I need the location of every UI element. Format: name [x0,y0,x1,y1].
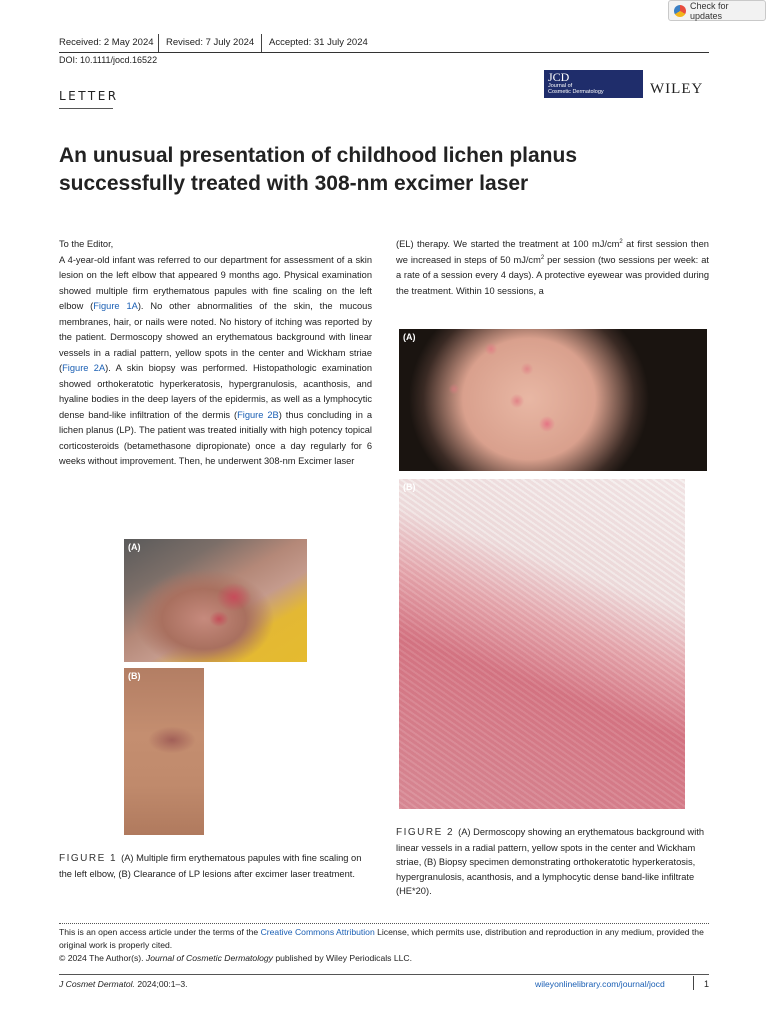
text-segment: at first session then we increased in steps of 50 mJ/cm [396,239,709,265]
figure-2a-dermoscopy[interactable] [399,329,707,471]
figure-2b-link[interactable]: Figure 2B [237,409,279,420]
body-paragraph [59,253,372,470]
creative-commons-link[interactable]: Creative Commons Attribution [260,927,375,937]
text-segment: License, which permits use, distribution and reproduction in any medium, provided the original work is properly cited. [59,927,704,950]
header-rule [59,52,709,53]
copyright [59,952,719,965]
body-text-left [59,237,372,470]
license-text [59,926,719,952]
text-segment: This is an open access article under the terms of the [59,927,261,937]
check-for-updates-label: Check for updates [690,0,729,21]
figure-2a-link[interactable]: Figure 2A [62,363,106,373]
history-divider [261,34,262,52]
salutation: To the Editor, [59,239,114,249]
article-type-underline [59,108,113,109]
panel-label: (B) [403,482,416,492]
text-segment: ) thus concluding in a lichen planus (LP). The patient was treated initially with high potency topical corticosteroids (betamethasone dipropionate) once a day regularly for 6 weeks without improvement. Then, he underwent 308-nm Excimer laser [59,409,372,466]
panel-label: (B) [128,671,141,681]
text-segment: A 4-year-old infant was referred to our department for assessment of a skin lesion on the left elbow that appeared 9 months ago. Physical examination showed multiple firm erythematous papules with fine scaling on the left elbow ( [59,254,372,311]
figure-1-caption-text: (A) Multiple firm erythematous papules with fine scaling on the left elbow, (B) Clearance of LP lesions after excimer laser treatment. [59,853,362,879]
figure-1-label: FIGURE 1 [59,853,118,864]
superscript: 2 [619,238,623,245]
journal-logo-abbrev: JCD [548,70,570,84]
revised-date: Revised: 7 July 2024 [166,37,255,48]
figure-1-caption [59,851,369,881]
text-segment: per session (two sessions per week: at a rate of a session every 4 days). A protective eyewear was provided during the treatment. Within 10 sessions, a [396,254,709,296]
footer-rule [59,974,709,975]
body-paragraph [396,237,709,299]
journal-logo-line2: Cosmetic Dermatology [548,89,604,95]
text-segment: (EL) therapy. We started the treatment at 100 mJ/cm [396,239,620,249]
history-divider [158,34,159,52]
panel-label: (A) [403,332,416,342]
page-divider [693,976,694,990]
journal-logo[interactable] [544,70,643,98]
doi: DOI: 10.1111/jocd.16522 [59,55,158,65]
publisher-logo[interactable]: WILEY [650,81,704,97]
accepted-date: Accepted: 31 July 2024 [269,37,368,48]
figure-1a-link[interactable]: Figure 1A [93,301,138,311]
citation-journal: J Cosmet Dermatol. [59,979,135,989]
citation [59,979,188,989]
figure-2b-histology[interactable] [399,479,685,809]
text-segment: ). A skin biopsy was performed. Histopathologic examination showed orthokeratotic hyperkeratosis, hypergranulosis, acanthosis, and hyaline bodies in the deep layers of the epidermis, as well as a lymphocytic dense band-like infiltration of the dermis ( [59,363,372,420]
body-text-right [396,237,709,299]
citation-volume: 2024;00:1–3. [134,979,188,989]
text-segment: ). No other abnormalities of the skin, the mucous membranes, hair, or nails were noted. No history of itching was reported by the patient. Dermoscopy showed an erythematous background with linear vessels in a radial pattern, yellow spots in the center and Wickham striae ( [59,301,372,373]
figure-2-caption [396,825,708,899]
journal-name: Journal of Cosmetic Dermatology [145,953,273,963]
journal-logo-line1: Journal of [548,83,573,89]
journal-url-link[interactable]: wileyonlinelibrary.com/journal/jocd [535,979,665,989]
received-date: Received: 2 May 2024 [59,37,154,48]
text-segment: © 2024 The Author(s). [59,953,146,963]
figure-1b-photo[interactable] [124,668,204,835]
figure-2-label: FIGURE 2 [396,827,455,838]
article-title: An unusual presentation of childhood lichen planus successfully treated with 308-nm excimer laser [59,144,578,195]
article-type: LETTER [59,89,119,103]
license-divider [59,923,709,924]
superscript: 2 [540,254,545,261]
crossmark-icon [674,5,686,17]
check-for-updates-button[interactable] [668,0,766,21]
page-number: 1 [704,979,710,989]
license-notice [59,926,719,965]
figure-1a-photo[interactable] [124,539,307,662]
text-segment: published by Wiley Periodicals LLC. [272,953,412,963]
figure-2-caption-text: (A) Dermoscopy showing an erythematous background with linear vessels in a radial pattern, yellow spots in the center and Wickham striae, (B) Biopsy specimen demonstrating orthokeratotic hyperkeratosis, hypergranulosis, acanthosis, and a lymphocytic dense band-like infiltrate (HE*20). [396,827,705,896]
panel-label: (A) [128,542,141,552]
